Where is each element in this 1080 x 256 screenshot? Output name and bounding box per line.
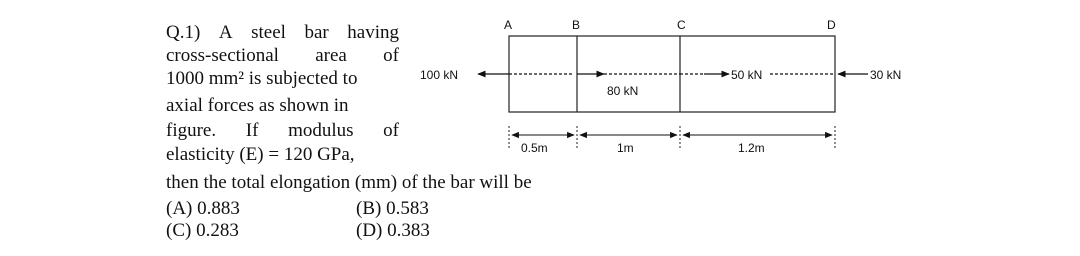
- force-label-b: 80 kN: [607, 84, 639, 98]
- option-b: (B) 0.583: [356, 198, 429, 219]
- question-line-5: figure. If modulus of: [166, 120, 399, 141]
- point-label-b: B: [572, 18, 581, 32]
- option-d: (D) 0.383: [356, 220, 430, 241]
- force-label-c: 50 kN: [731, 68, 763, 82]
- question-line-1: Q.1) A steel bar having: [166, 22, 399, 43]
- point-label-c: C: [677, 18, 686, 32]
- question-number: Q.1): [166, 22, 201, 43]
- force-label-right: 30 kN: [870, 68, 902, 82]
- question-line-4: axial forces as shown in: [166, 95, 349, 116]
- question-line-3: 1000 mm² is subjected to: [166, 68, 358, 89]
- question-line-2: cross-sectional area of: [166, 45, 399, 66]
- option-a: (A) 0.883: [166, 198, 240, 219]
- question-line-6: elasticity (E) = 120 GPa,: [166, 144, 355, 165]
- dim-label-ab: 0.5m: [521, 141, 548, 155]
- option-c: (C) 0.283: [166, 220, 239, 241]
- question-line-7: then the total elongation (mm) of the bar will be: [166, 172, 532, 193]
- dim-label-bc: 1m: [617, 141, 634, 155]
- point-label-a: A: [504, 18, 513, 32]
- force-label-left: 100 kN: [420, 68, 459, 82]
- point-label-d: D: [827, 18, 836, 32]
- dim-label-cd: 1.2m: [738, 141, 765, 155]
